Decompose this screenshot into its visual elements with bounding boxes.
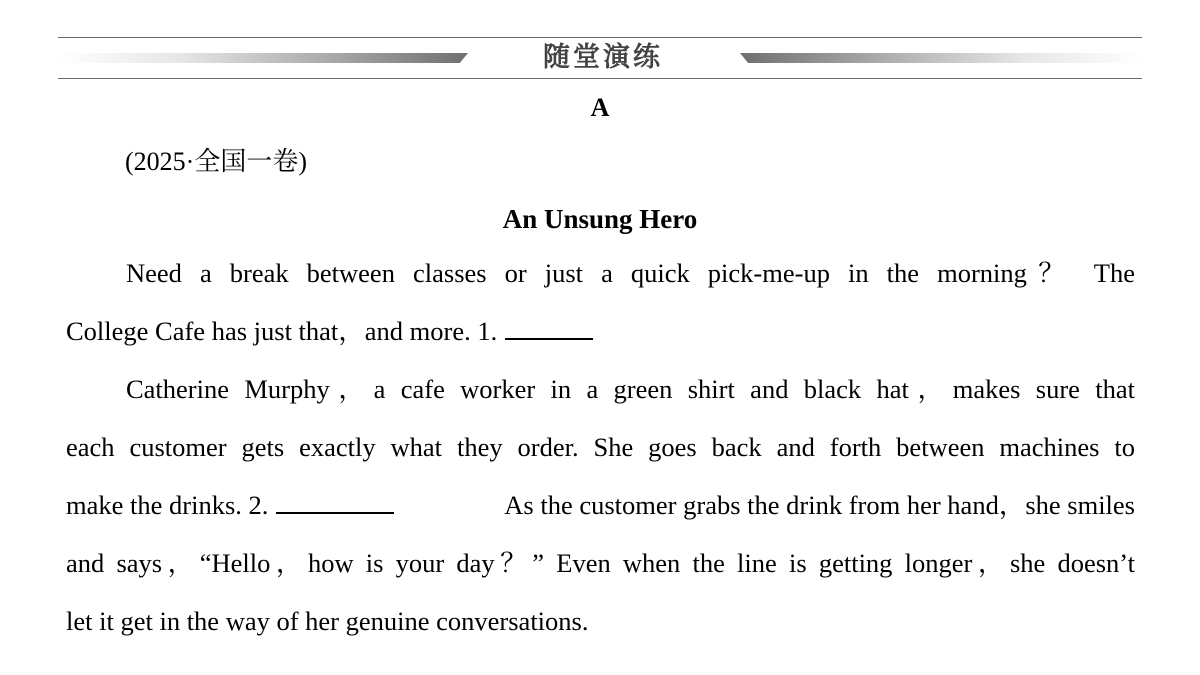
passage-line-1: Need a break between classes or just a quick pick-me-up in the morning？ The (126, 258, 1135, 288)
passage-line-5-end: As the customer grabs the drink from her hand，she smiles (504, 490, 1135, 520)
answer-blank-2[interactable] (276, 488, 394, 514)
header-title: 随堂演练 (543, 42, 663, 73)
passage-title: An Unsung Hero (502, 204, 698, 234)
section-letter: A (590, 93, 610, 122)
header-top-rule (58, 37, 1142, 38)
passage-line-5-start (66, 488, 408, 522)
header-right-bar (740, 53, 1142, 63)
source-label: (2025·全国一卷) (125, 147, 307, 176)
passage-line-7: let it get in the way of her genuine conversations. (66, 606, 589, 636)
answer-blank-1[interactable] (505, 314, 593, 340)
passage-line-2-text: College Cafe has just that，and more. 1. (66, 316, 498, 346)
header-left-bar (58, 53, 468, 63)
header-bottom-rule (58, 78, 1142, 79)
passage-line-3: Catherine Murphy，a cafe worker in a green shirt and black hat，makes sure that (126, 374, 1135, 404)
passage-line-6: and says，“Hello，how is your day？” Even when the line is getting longer，she doesn’t (66, 548, 1135, 578)
passage-line-5-text: make the drinks. 2. (66, 490, 269, 520)
passage-line-5 (66, 488, 1135, 522)
passage-line-4: each customer gets exactly what they order. She goes back and forth between machines to (66, 432, 1135, 462)
passage-line-2 (66, 314, 593, 348)
section-header-banner (58, 37, 1142, 80)
